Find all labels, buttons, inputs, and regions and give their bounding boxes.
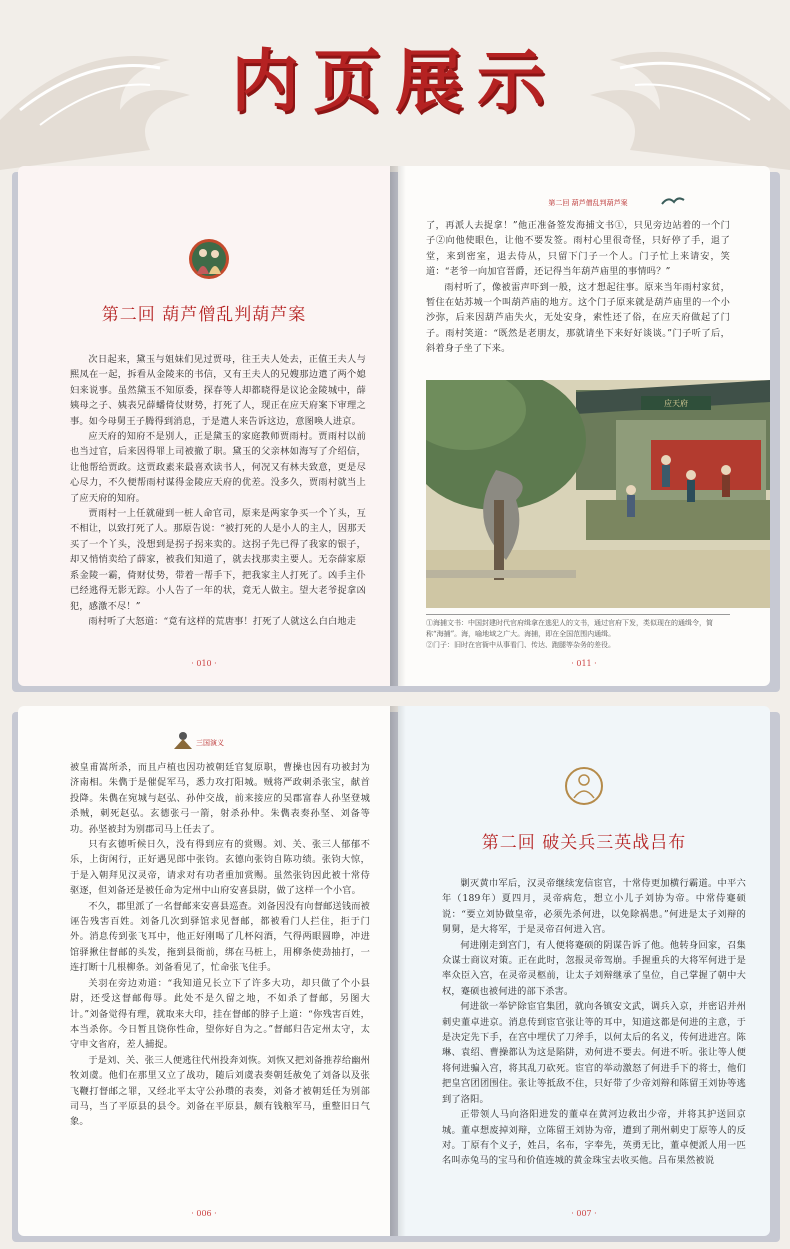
paragraph: 次日起来，黛玉与姐妹们见过贾母，往王夫人处去，正值王夫人与熙凤在一起，拆看从金陵来的书信，又有王夫人的兄嫂那边遣了两个媳妇来说事。虽然黛玉不知原委，探春等人却都晓得是议论金陵城中，薛姨母之子、姨表兄薛蟠倚仗财势，打死了人，现正在应天府案下审理之事。如今母舅王子腾得到消息，于是遣人来告诉这边，意图唤人进京。	[70, 354, 366, 427]
paragraph: 雨村听了大怒道：“竟有这样的荒唐事！打死了人就这么白白地走	[88, 615, 357, 627]
gutter-shadow	[390, 166, 406, 686]
chapter-seal-icon	[564, 766, 604, 806]
portrait-medallion-icon	[188, 238, 230, 280]
paragraph: 正带领人马向洛阳进发的董卓在黄河边救出少帝，并将其护送回京城。董卓想废掉刘辩，立陈留王刘协为帝，遭到了荆州刺史丁原等人的反对。丁原有个义子，姓吕，名布，字奉先，英勇无比，董卓便派人用一匹名叫赤兔马的宝马和价值连城的黄金珠宝去收买他。吕布果然被说	[442, 1109, 746, 1167]
paragraph: 何进刚走到宫门，有人便将蹇硕的阴谋告诉了他。他转身回家，召集众谋士商议对策。正在此时，忽报灵帝驾崩。手握重兵的大将军何进于是率众臣入宫，在灵帝灵柩前，让太子刘辩继承了皇位，自己掌握了朝中大权，蹇硕也被何进的部下杀害。	[442, 939, 746, 997]
paragraph: 雨村听了，像被雷声吓到一般，这才想起往事。原来当年雨村家贫，暂住在姑苏城一个叫葫芦庙的地方。这个门子原来就是葫芦庙里的一个小沙弥，后来因葫芦庙失火，无处安身，索性还了俗，在应天府做起了门子。雨村笑道：“既然是老朋友，那就请坐下来好好谈谈。”门子听了后，斜着身子坐了下来。	[426, 281, 730, 355]
left-page-bottom	[18, 706, 390, 1236]
paragraph: 关羽在旁边劝道：“我知道兄长立下了许多大功，却只做了个小县尉，还受这督邮侮辱。此处不是久留之地，不如杀了督邮，另图大计。”刘备觉得有理，就取来大印，挂在督邮的脖子上道：“你残害百姓，本当杀你。今日暂且饶你性命，望你好自为之。”督邮归告定州太守，太守申文省府，差人捕捉。	[70, 977, 370, 1051]
right-page-body	[426, 218, 730, 357]
page-number: · 010 ·	[191, 659, 217, 668]
paragraph: 应天府的知府不是别人，正是黛玉的家庭教师贾雨村。贾雨村以前也当过官，后来因得罪上司被撤了职。黛玉的父亲林如海写了介绍信，让他帮给贾政。这贾政素来最喜欢读书人，何况又有林夫致意，更是尽心尽力，不久便帮雨村谋得金陵应天府的优差。没多久，贾雨村就当上了应天府的知府。	[70, 431, 366, 504]
left-page-top	[18, 166, 390, 686]
footnote: ①海捕文书：中国封建时代官府缉拿在逃犯人的文书，通过官府下发，类似现在的通缉令，简称“海捕”。海，喻地域之广大。海捕，即在全国范围内通缉。	[426, 619, 713, 638]
right-page-bottom	[398, 706, 770, 1236]
right-page-top	[398, 166, 770, 686]
courtyard-illustration	[426, 380, 770, 608]
paragraph: 了，再派人去捉拿！”他正准备签发海捕文书①，只见旁边站着的一个门子②向他使眼色，让他不要发签。雨村心里很奇怪，只好停了手，退了堂，来到密室，退去侍从，只留下门子一个人。门子忙上来请安，笑道：“老爷一向加官晋爵，还记得当年葫芦庙里的事情吗？”	[426, 220, 730, 278]
running-header: 三国演义	[196, 739, 224, 747]
warrior-ornament-icon	[170, 730, 196, 750]
footnotes	[426, 618, 730, 651]
left-page-body	[70, 352, 366, 629]
chapter-title: 第二回 葫芦僧乱判葫芦案	[101, 305, 307, 325]
dragon-ornament-icon	[660, 194, 686, 208]
paragraph: 贾雨村一上任就碰到一桩人命官司，原来是两家争买一个丫头，互不相让，以致打死了人。那原告说：“被打死的人是小人的主人，因那天买了一个丫头，没想到是拐子拐来卖的。这拐子先已得了我家的银子，却又悄悄卖给了薛家，被我们知道了，就去找那卖主要人。无奈薛家原系金陵一霸，倚财仗势，带着一帮手下，把我家主人打死了。凶手主仆已经逃得无影无踪。小人告了一年的状，竟无人做主。望大老爷捉拿凶犯，感激不尽！”	[70, 508, 366, 612]
page-number: · 011 ·	[571, 659, 597, 668]
right-page-body	[442, 876, 746, 1169]
paragraph: 被皇甫嵩所杀，而且卢植也因功被朝廷官复原职，曹操也因有功被封为济南相。朱儁于是催促军马，悉力攻打阳城。贼将严政刺杀张宝，献首投降。朱儁在宛城与赵弘、孙仲交战，前来接应的吴郡富春人孙坚登城杀贼，刺死赵弘。玄德张弓一箭，射杀孙仲。朱儁表奏孙坚、刘备等功。孙坚被封为别郡司马上任去了。	[70, 762, 370, 835]
paragraph: 不久，郡里派了一名督邮来安喜县巡查。刘备因没有向督邮送钱而被诬告残害百姓。刘备几次到驿馆求见督邮，都被看门人拦住，拒于门外。消息传到张飞耳中，他正好刚喝了几杯闷酒，气得两眼圆睁，冲进馆驿揪住督邮的头发，拖到县衙前，绑在马桩上，用柳条使劲抽打，一连打断十几根柳条。刘备看见了，忙命张飞住手。	[70, 900, 371, 974]
footnote: ②门子：旧时在官衙中从事看门、传达、跑腿等杂务的差役。	[426, 641, 615, 649]
running-header: 第二回 葫芦僧乱判葫芦案	[548, 199, 628, 207]
chapter-title: 第二回 破关兵三英战吕布	[481, 833, 687, 853]
left-page-body	[70, 760, 370, 1130]
page-number: · 006 ·	[191, 1209, 217, 1218]
plaque-text: 应天府	[664, 399, 688, 408]
page-number: · 007 ·	[571, 1209, 597, 1218]
paragraph: 何进欲一举铲除宦官集团，就向各镇安文武，调兵入京，并密诏并州刺史董卓进京。消息传到宦官张让等的耳中，知道这都是何进的主意，于是决定先下手，在宫中埋伏了刀斧手，以何太后的名义，传何进进宫。陈琳、袁绍、曹操都认为这是陷阱，劝何进不要去。何进不听。张让等人便将何进骗入宫，将其乱刀砍死。宦官的举动激怒了何进手下的将士，他们把皇宫团团围住。张让等抵敌不住，只好带了少帝刘辩和陈留王刘协等逃到了洛阳。	[442, 1001, 746, 1105]
page-title: 内页展示	[230, 43, 559, 122]
notes-divider	[426, 614, 730, 615]
gutter-shadow	[390, 706, 406, 1236]
paragraph: 只有玄德听候日久，没有得到应有的赏赐。刘、关、张三人郁郁不乐，上街闲行，正好遇见郎中张钧。玄德向张钧自陈功绩。张钧大惊，于是入朝拜见汉灵帝，请求对有功者重加赏赐。虽然张钧因此被十常侍驱逐，但刘备还是被任命为定州中山府安喜县尉，做了这样一个小官。	[70, 839, 370, 897]
paragraph: 于是刘、关、张三人便逃往代州投奔刘恢。刘恢又把刘备推荐给幽州牧刘虞。他们在那里又立了战功，随后刘虞表奏朝廷赦免了刘备以及张飞鞭打督邮之罪，又经北平太守公孙瓒的表奏，刘备才被朝廷任为别部司马，当了平原县的县令。刘备在平原县，颇有钱粮军马，重整旧日气象。	[70, 1054, 371, 1128]
paragraph: 剿灭黄巾军后，汉灵帝继续宠信宦官，十常侍更加横行霸道。中平六年（189年）夏四月，灵帝病危，想立小儿子刘协为帝。中常侍蹇硕说：“要立刘协做皇帝，必须先杀何进，以免除祸患。”何进是太子刘辩的舅舅，是大将军，于是灵帝召何进入宫。	[442, 878, 746, 936]
